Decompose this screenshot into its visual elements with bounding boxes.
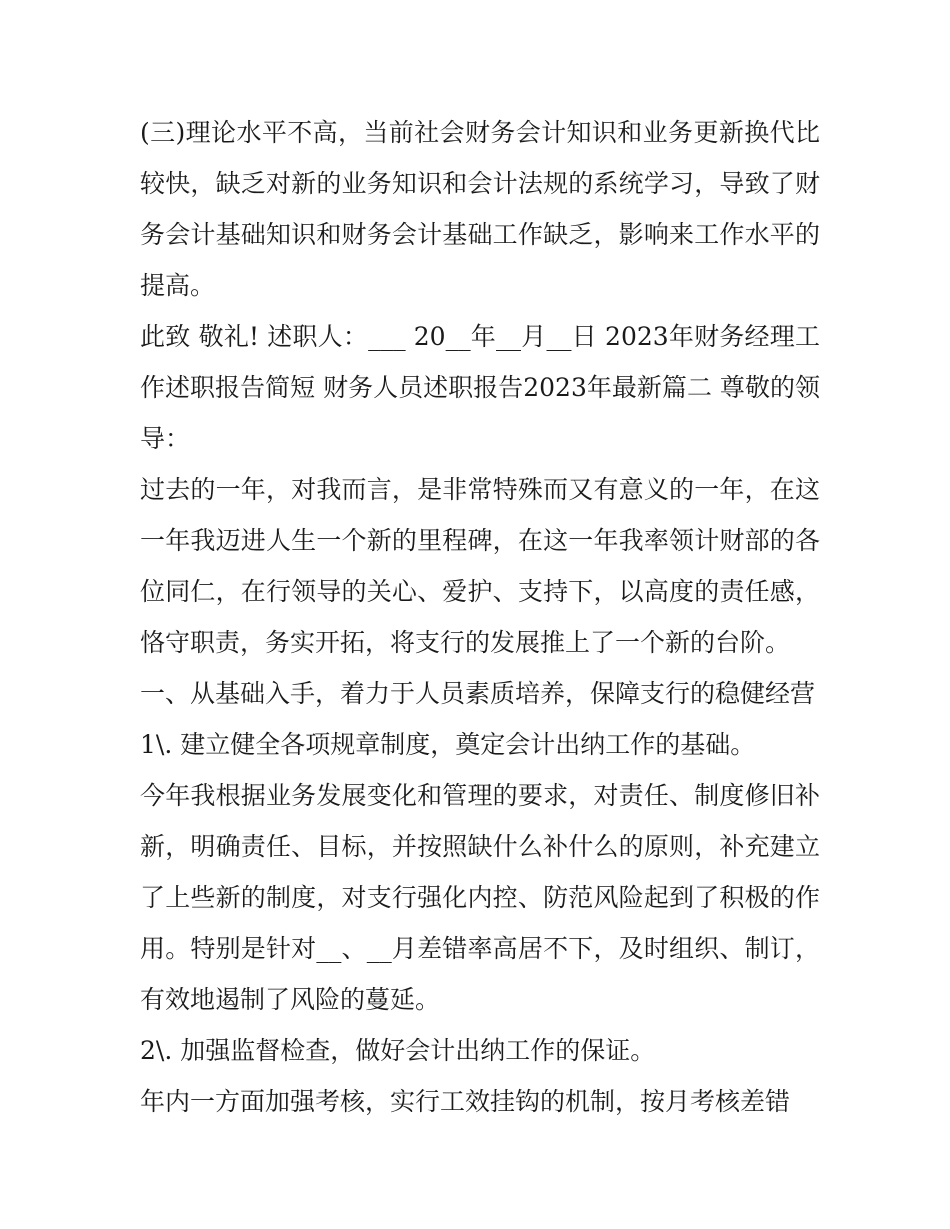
paragraph-closing-and-title: 此致 敬礼! 述职人：___ 20__年__月__日 2023年财务经理工作述职报告简短 财务人员述职报告2023年最新篇二 尊敬的领导：	[140, 322, 820, 453]
heading-section-one: 一、从基础入手，着力于人员素质培养，保障支行的稳健经营	[140, 679, 816, 708]
paragraph-theory-level: (三)理论水平不高，当前社会财务会计知识和业务更新换代比较快，缺乏对新的业务知识和会计法规的系统学习，导致了财务会计基础知识和财务会计基础工作缺乏，影响来工作水平的提高。	[140, 118, 820, 300]
heading-item-two: 2\. 加强监督检查，做好会计出纳工作的保证。	[140, 1036, 656, 1065]
paragraph-rules-system: 今年我根据业务发展变化和管理的要求，对责任、制度修旧补新，明确责任、目标，并按照缺什么补什么的原则，补充建立了上些新的制度，对支行强化内控、防范风险起到了积极的作用。特别是针对__、__月差错率高居不下，及时组织、制订，有效地遏制了风险的蔓延。	[140, 781, 820, 1014]
document-body	[140, 107, 820, 1127]
paragraph-year-review: 过去的一年，对我而言，是非常特殊而又有意义的一年，在这一年我迈进人生一个新的里程碑，在这一年我率领计财部的各位同仁，在行领导的关心、爱护、支持下，以高度的责任感，恪守职责，务实开拓，将支行的发展推上了一个新的台阶。	[140, 475, 820, 657]
paragraph-assessment: 年内一方面加强考核，实行工效挂钩的机制，按月考核差错	[140, 1087, 791, 1116]
heading-item-one: 1\. 建立健全各项规章制度，奠定会计出纳工作的基础。	[140, 730, 756, 759]
